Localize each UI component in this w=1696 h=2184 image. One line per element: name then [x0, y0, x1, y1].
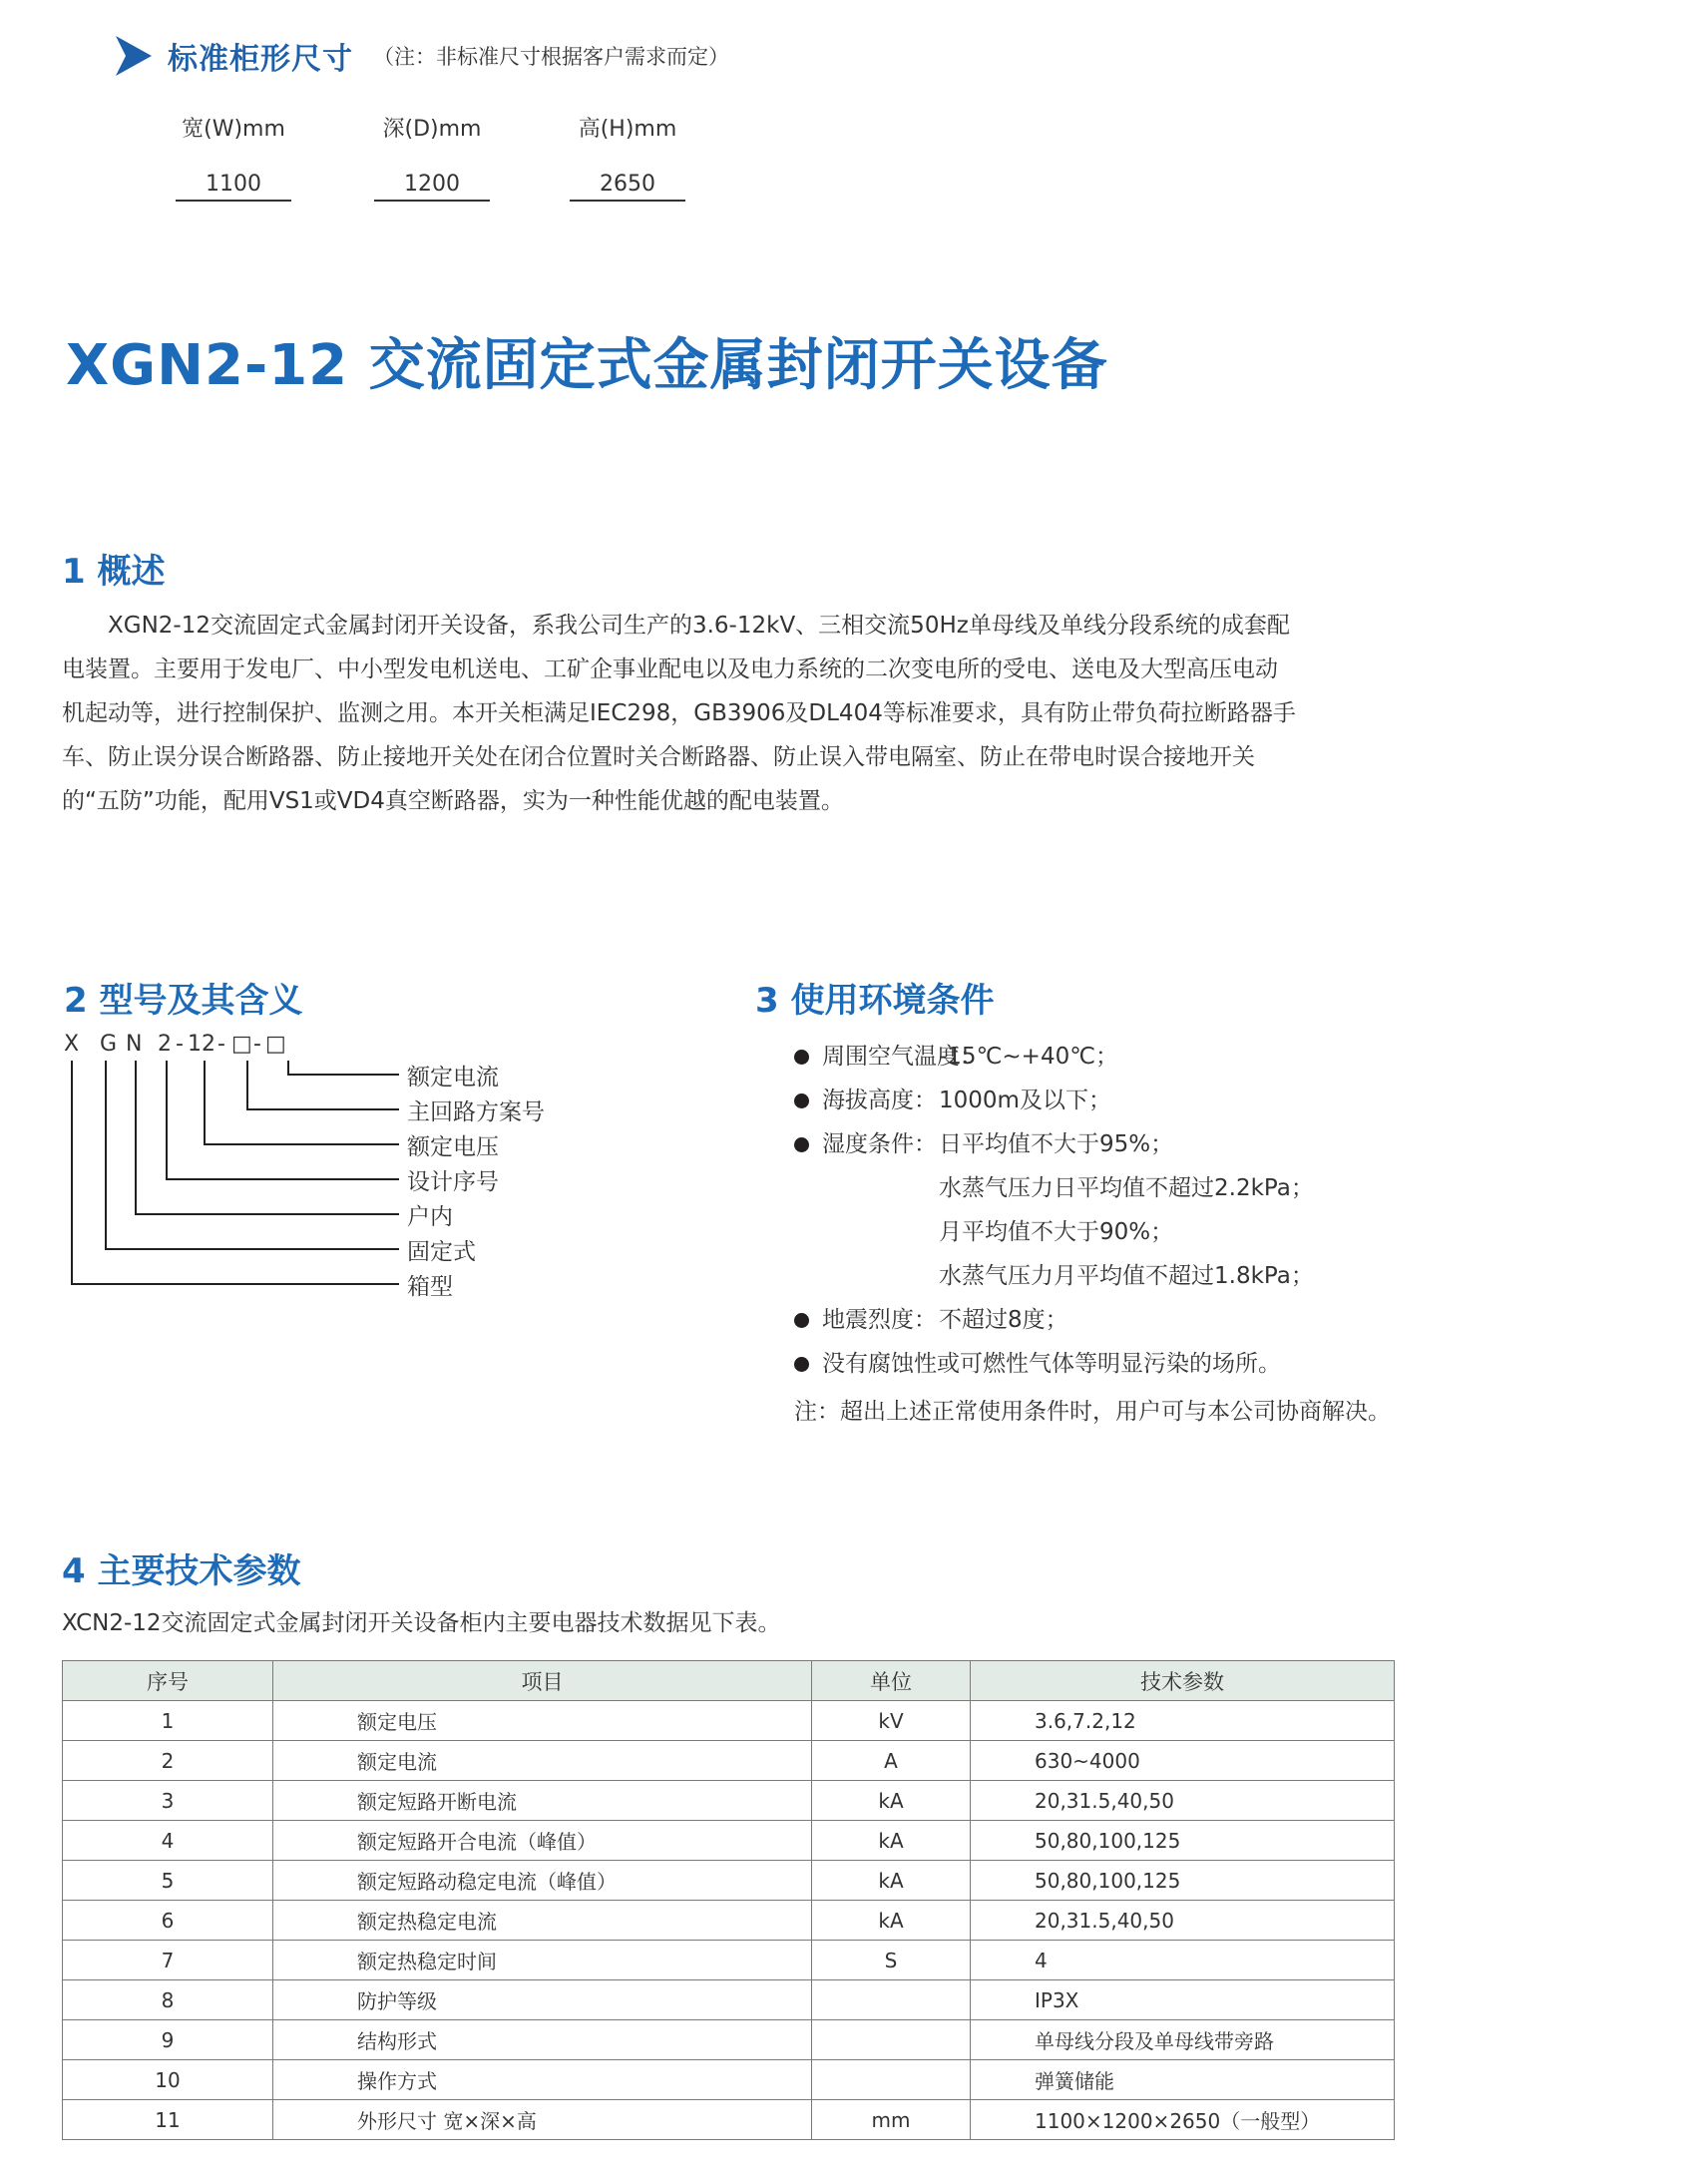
meaning-label: 额定电压 [407, 1134, 499, 1160]
cell-no: 9 [63, 2020, 273, 2060]
meaning-label: 固定式 [407, 1239, 476, 1265]
cell-unit: kA [812, 1901, 971, 1941]
env-label: 没有腐蚀性或可燃性气体等明显污染的场所。 [822, 1351, 1281, 1377]
cell-no: 4 [63, 1821, 273, 1861]
code-char: X [64, 1032, 80, 1057]
code-char: 2 [158, 1032, 172, 1057]
cell-param: 3.6,7.2,12 [971, 1701, 1395, 1741]
col-header-unit: 单位 [812, 1661, 971, 1701]
cell-param: 630~4000 [971, 1741, 1395, 1781]
env-label: 海拔高度： [822, 1088, 937, 1113]
bullet-icon [794, 1050, 809, 1065]
meaning-label: 主回路方案号 [407, 1099, 545, 1125]
cell-item: 额定电流 [273, 1741, 812, 1781]
environment-note: 注：超出上述正常使用条件时，用户可与本公司协商解决。 [794, 1399, 1391, 1425]
line-fixed [106, 1061, 399, 1249]
code-char: - [176, 1032, 184, 1057]
env-value: -15℃~+40℃； [939, 1044, 1119, 1070]
cell-no: 5 [63, 1861, 273, 1901]
col-header-no: 序号 [63, 1661, 273, 1701]
cell-no: 1 [63, 1701, 273, 1741]
params-table [62, 1660, 1395, 2140]
page-title: XGN2-12 交流固定式金属封闭开关设备 [66, 333, 1108, 398]
code-char: □ [265, 1032, 286, 1057]
cell-param: 1100×1200×2650（一般型） [971, 2100, 1395, 2140]
dim-value: 2650 [570, 172, 685, 202]
cell-item: 额定电压 [273, 1701, 812, 1741]
env-value: 月平均值不大于90%； [939, 1219, 1174, 1245]
cell-unit [812, 2020, 971, 2060]
section-heading-model: 2 型号及其含义 [64, 981, 303, 1021]
cell-param: 单母线分段及单母线带旁路 [971, 2020, 1395, 2060]
cell-item: 外形尺寸 宽×深×高 [273, 2100, 812, 2140]
cell-no: 3 [63, 1781, 273, 1821]
params-intro: XCN2-12交流固定式金属封闭开关设备柜内主要电器技术数据见下表。 [62, 1610, 781, 1636]
cell-unit: kV [812, 1701, 971, 1741]
line-design-no [167, 1061, 399, 1179]
cell-no: 6 [63, 1901, 273, 1941]
env-value: 水蒸气压力月平均值不超过1.8kPa； [939, 1263, 1314, 1289]
cell-no: 7 [63, 1941, 273, 1980]
table-row [63, 1901, 1395, 1941]
std-size-note: （注：非标准尺寸根据客户需求而定） [373, 45, 729, 69]
table-row [63, 1821, 1395, 1861]
env-value: 水蒸气压力日平均值不超过2.2kPa； [939, 1175, 1314, 1201]
cell-no: 8 [63, 1980, 273, 2020]
section-heading-overview: 1 概述 [62, 552, 166, 592]
meaning-label: 设计序号 [407, 1169, 499, 1195]
cell-param: IP3X [971, 1980, 1395, 2020]
line-main-circuit [247, 1061, 399, 1109]
cell-item: 额定热稳定电流 [273, 1901, 812, 1941]
code-char: N [126, 1032, 143, 1057]
cell-item: 结构形式 [273, 2020, 812, 2060]
table-row [63, 1861, 1395, 1901]
bullet-icon [794, 1357, 809, 1372]
env-value: 1000m及以下； [939, 1088, 1111, 1113]
cell-param: 20,31.5,40,50 [971, 1901, 1395, 1941]
env-value: 日平均值不大于95%； [939, 1131, 1174, 1157]
line-box [72, 1061, 399, 1284]
env-label: 地震烈度： [822, 1307, 937, 1333]
meaning-label: 额定电流 [407, 1065, 499, 1091]
section-heading-params: 4 主要技术参数 [62, 1551, 301, 1591]
line-rated-current [288, 1061, 399, 1075]
table-row [63, 1741, 1395, 1781]
section-heading-environment: 3 使用环境条件 [755, 981, 995, 1021]
table-header-row [63, 1661, 1395, 1701]
cell-unit [812, 1980, 971, 2020]
cell-unit: S [812, 1941, 971, 1980]
table-row [63, 1781, 1395, 1821]
cell-item: 额定短路开断电流 [273, 1781, 812, 1821]
model-code-lines [0, 0, 698, 1337]
std-size-title: 标准柜形尺寸 [168, 42, 353, 77]
dim-label: 深(D)mm [382, 117, 482, 142]
bullet-icon [794, 1137, 809, 1152]
cell-unit: kA [812, 1781, 971, 1821]
line-rated-voltage [205, 1061, 399, 1144]
dim-label: 宽(W)mm [182, 117, 285, 142]
cell-no: 11 [63, 2100, 273, 2140]
cell-param: 4 [971, 1941, 1395, 1980]
table-row [63, 2100, 1395, 2140]
table-row [63, 1701, 1395, 1741]
meaning-label: 箱型 [407, 1274, 453, 1300]
overview-paragraph: XGN2-12交流固定式金属封闭开关设备，系我公司生产的3.6-12kV、三相交流50Hz单母线及单线分段系统的成套配电装置。主要用于发电厂、中小型发电机送电、工矿企事业配电以及电力系统的二次变电所的受电、送电及大型高压电动机起动等，进行控制保护、监测之用。本开关柜满足IEC298，GB3906及DL404等标准要求，具有防止带负荷拉断路器手车、防止误分误合断路器、防止接地开关处在闭合位置时关合断路器、防止误入带电隔室、防止在带电时误合接地开关的“五防”功能，配用VS1或VD4真空断路器，实为一种性能优越的配电装置。 [62, 613, 1296, 814]
table-row [63, 1980, 1395, 2020]
table-row [63, 1941, 1395, 1980]
cell-unit: kA [812, 1861, 971, 1901]
cell-unit: mm [812, 2100, 971, 2140]
table-row [63, 2060, 1395, 2100]
cell-unit: A [812, 1741, 971, 1781]
env-label: 湿度条件： [822, 1131, 937, 1157]
cell-param: 弹簧储能 [971, 2060, 1395, 2100]
col-header-item: 项目 [273, 1661, 812, 1701]
cell-param: 50,80,100,125 [971, 1861, 1395, 1901]
bullet-icon [794, 1093, 809, 1108]
cell-item: 额定短路动稳定电流（峰值） [273, 1861, 812, 1901]
col-header-param: 技术参数 [971, 1661, 1395, 1701]
code-char: □ [231, 1032, 252, 1057]
code-char: - [217, 1032, 225, 1057]
cell-item: 额定热稳定时间 [273, 1941, 812, 1980]
cell-item: 操作方式 [273, 2060, 812, 2100]
dim-value: 1200 [374, 172, 490, 202]
cell-unit [812, 2060, 971, 2100]
cell-unit: kA [812, 1821, 971, 1861]
code-char: 12 [188, 1032, 215, 1057]
line-indoor [136, 1061, 399, 1214]
cell-param: 50,80,100,125 [971, 1821, 1395, 1861]
dim-value: 1100 [176, 172, 291, 202]
dim-label: 高(H)mm [578, 117, 677, 142]
bullet-icon [794, 1313, 809, 1328]
cell-no: 10 [63, 2060, 273, 2100]
env-label: 周围空气温度： [822, 1044, 983, 1070]
meaning-label: 户内 [407, 1204, 453, 1230]
table-row [63, 2020, 1395, 2060]
code-char: - [253, 1032, 261, 1057]
cell-no: 2 [63, 1741, 273, 1781]
cell-param: 20,31.5,40,50 [971, 1781, 1395, 1821]
code-char: G [100, 1032, 118, 1057]
cell-item: 防护等级 [273, 1980, 812, 2020]
cell-item: 额定短路开合电流（峰值） [273, 1821, 812, 1861]
env-value: 不超过8度； [939, 1307, 1068, 1333]
